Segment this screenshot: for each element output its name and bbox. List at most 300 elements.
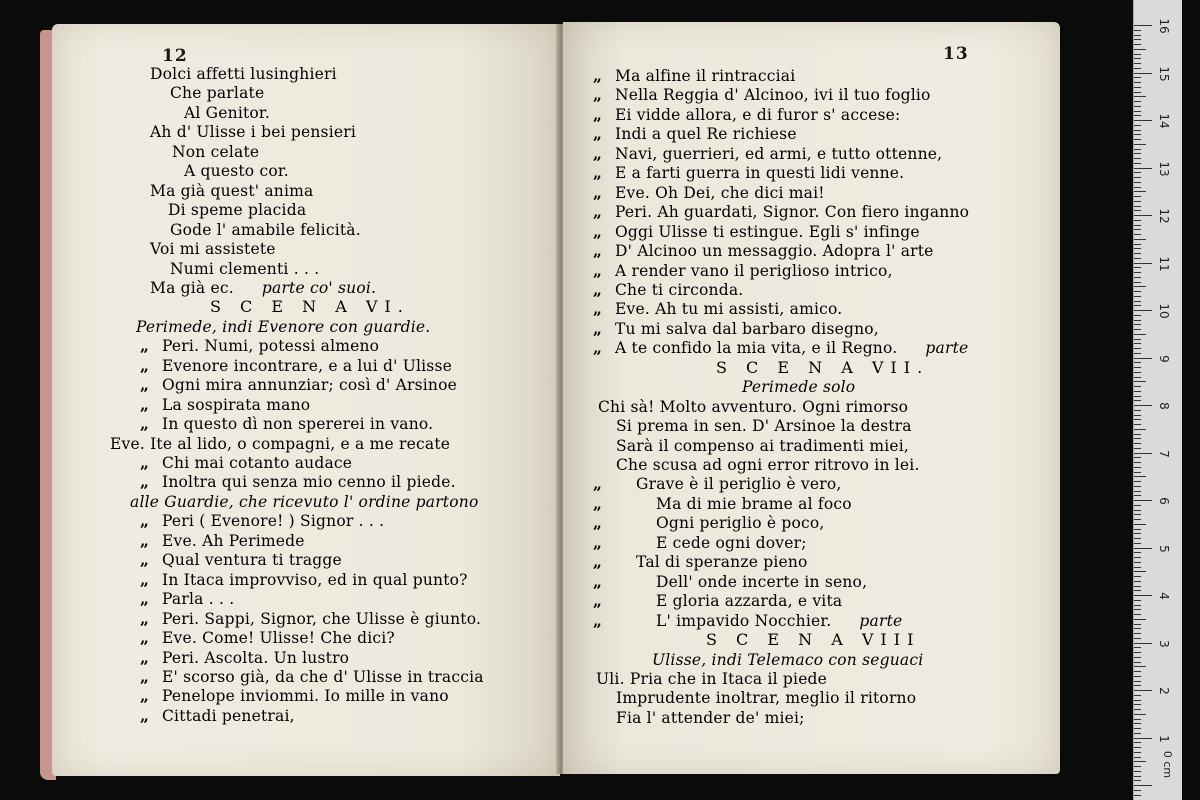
left-text-line (140, 394, 311, 415)
quotation-mark: „ (140, 530, 150, 550)
ruler-tick (1134, 234, 1141, 235)
line-text: In questo dì non spererei in vano. (162, 415, 434, 434)
quotation-mark: „ (593, 279, 603, 299)
left-text-line (140, 705, 295, 726)
left-text-line (140, 666, 484, 687)
ruler-tick (1134, 557, 1141, 558)
right-text-line (598, 397, 908, 417)
ruler-tick (1134, 125, 1141, 126)
ruler-tick (1134, 111, 1141, 112)
left-text-line (140, 472, 456, 492)
left-text-line (170, 220, 361, 240)
quotation-mark: „ (140, 628, 150, 648)
ruler-tick (1134, 172, 1141, 173)
line-text: Uli. Pria che in Itaca il piede (596, 669, 828, 688)
ruler-tick (1134, 657, 1141, 658)
ruler-tick (1134, 267, 1141, 268)
quotation-mark: „ (593, 571, 603, 591)
ruler-tick (1134, 567, 1141, 568)
ruler-tick (1134, 96, 1146, 97)
right-text-line (716, 358, 929, 378)
ruler-tick (1134, 381, 1146, 382)
left-text-line (140, 375, 457, 395)
ruler-tick (1134, 400, 1141, 401)
line-text: Ogni mira annunziar; così d' Arsinoe (162, 376, 457, 395)
stage-direction: parte (925, 339, 969, 358)
ruler-number: 2 (1157, 687, 1171, 695)
ruler-tick (1134, 662, 1141, 663)
ruler-tick (1134, 215, 1152, 216)
ruler-tick (1134, 348, 1141, 349)
right-text-line (593, 163, 905, 183)
right-text-line (593, 513, 825, 533)
left-text-line (140, 355, 452, 376)
right-text-line (593, 241, 934, 261)
line-text: Dolci affetti lusinghieri (150, 65, 337, 83)
ruler-tick (1134, 315, 1141, 316)
quotation-mark: „ (593, 513, 603, 533)
ruler-tick (1134, 263, 1152, 264)
quotation-mark: „ (593, 202, 603, 222)
line-text: Ma alfine il rintracciai (615, 67, 796, 85)
ruler-tick (1134, 462, 1141, 463)
ruler-tick (1134, 54, 1141, 55)
ruler-number: 13 (1157, 160, 1171, 177)
ruler-tick (1134, 187, 1141, 188)
ruler-tick (1134, 58, 1141, 59)
line-text: Indi a quel Re richiese (615, 125, 797, 144)
ruler-tick (1134, 272, 1141, 273)
ruler-tick (1134, 548, 1152, 549)
ruler-tick (1134, 310, 1152, 311)
line-text: Eve. Ah Perimede (162, 531, 305, 550)
ruler-tick (1134, 733, 1141, 734)
ruler-tick (1134, 92, 1141, 93)
left-text-line (172, 142, 259, 162)
ruler-tick (1134, 225, 1141, 226)
line-text: Penelope inviommi. Io mille in vano (162, 687, 449, 706)
ruler-tick (1134, 168, 1152, 169)
line-text: Peri. Sappi, Signor, che Ulisse è giunto. (162, 609, 482, 628)
line-text: D' Alcinoo un messaggio. Adopra l' arte (615, 242, 934, 261)
ruler-tick (1134, 101, 1141, 102)
ruler-tick (1134, 196, 1141, 197)
ruler-tick (1134, 386, 1141, 387)
line-text: Fia l' attender de' miei; (616, 708, 805, 727)
quotation-mark: „ (593, 610, 603, 630)
ruler-tick (1134, 752, 1141, 753)
right-text-line (593, 104, 901, 125)
right-text-line (593, 474, 842, 494)
ruler-tick (1134, 244, 1141, 245)
ruler-tick (1134, 505, 1141, 506)
ruler-tick (1134, 628, 1141, 629)
ruler-tick (1134, 633, 1141, 634)
line-text: A render vano il periglioso intrico, (615, 261, 893, 280)
ruler-tick (1134, 153, 1141, 154)
right-text-line (593, 124, 797, 144)
line-text: Di speme placida (168, 201, 307, 220)
quotation-mark: „ (140, 705, 150, 725)
quotation-mark: „ (140, 472, 150, 492)
ruler-tick (1134, 476, 1146, 477)
ruler-tick (1134, 757, 1141, 758)
quotation-mark: „ (593, 299, 603, 319)
line-text: S C E N A VIII (706, 630, 921, 650)
line-text: Chi sà! Molto avventuro. Ogni rimorso (598, 397, 909, 416)
ruler-tick (1134, 305, 1141, 306)
right-text-line (616, 455, 920, 475)
ruler-tick (1134, 63, 1141, 64)
line-text: Imprudente inoltrar, meglio il ritorno (616, 689, 917, 708)
ruler-tick (1134, 115, 1141, 116)
line-text: Ma già quest' anima (150, 181, 314, 200)
ruler-tick (1134, 681, 1141, 682)
ruler-unit-label: 0 cm (1161, 750, 1175, 779)
ruler-tick (1134, 410, 1141, 411)
ruler-number: 8 (1157, 402, 1171, 410)
ruler-tick (1134, 738, 1152, 739)
line-text: A questo cor. (184, 162, 289, 181)
line-text: Peri. Ah guardati, Signor. Con fiero inganno (615, 203, 970, 222)
left-text-line (184, 103, 270, 123)
ruler-tick (1134, 134, 1141, 135)
left-text-line (140, 336, 380, 356)
right-text-line (593, 571, 868, 592)
right-text-line (593, 279, 744, 300)
ruler-tick (1134, 529, 1141, 530)
line-text: Navi, guerrieri, ed armi, e tutto ottenne, (615, 144, 943, 163)
ruler-tick (1134, 676, 1141, 677)
ruler-tick (1134, 343, 1141, 344)
left-text-line (140, 414, 434, 434)
quotation-mark: „ (593, 241, 603, 261)
right-text-line (616, 436, 909, 456)
left-text-line (140, 589, 235, 609)
ruler-tick (1134, 647, 1141, 648)
quotation-mark: „ (140, 414, 150, 434)
ruler-tick (1134, 514, 1141, 515)
ruler-tick (1134, 671, 1141, 672)
ruler-tick (1134, 685, 1141, 686)
quotation-mark: „ (593, 318, 603, 338)
ruler-tick (1134, 286, 1146, 287)
ruler-tick (1134, 301, 1141, 302)
ruler-tick (1134, 362, 1141, 363)
quotation-mark: „ (140, 355, 150, 375)
ruler-tick (1134, 139, 1141, 140)
ruler-number: 12 (1157, 208, 1171, 224)
ruler-tick (1134, 391, 1141, 392)
ruler-tick (1134, 785, 1152, 786)
line-text: Evenore incontrare, e a lui d' Ulisse (162, 356, 452, 375)
right-text-line (596, 669, 827, 689)
ruler-tick (1134, 282, 1141, 283)
ruler-tick (1134, 415, 1141, 416)
ruler-number: 9 (1157, 354, 1171, 363)
ruler-tick (1134, 120, 1152, 121)
right-text-line (593, 318, 879, 339)
line-text: Nella Reggia d' Alcinoo, ivi il tuo foglio (615, 86, 931, 105)
ruler-number: 16 (1157, 18, 1171, 34)
line-text: Ulisse, indi Telemaco con seguaci (652, 650, 924, 669)
right-text-line (593, 182, 825, 203)
ruler-tick (1134, 82, 1141, 83)
ruler-tick (1134, 600, 1141, 601)
ruler-tick (1134, 652, 1141, 653)
ruler-tick (1134, 576, 1141, 577)
ruler-tick (1134, 453, 1152, 454)
ruler-tick (1134, 353, 1141, 354)
ruler-tick (1134, 367, 1141, 368)
ruler-tick (1134, 49, 1146, 50)
ruler-tick (1134, 201, 1141, 202)
line-text: Che ti circonda. (615, 280, 744, 299)
ruler-tick (1134, 68, 1141, 69)
quotation-mark: „ (593, 66, 603, 85)
ruler-tick (1134, 130, 1141, 131)
ruler-tick (1134, 624, 1141, 625)
line-text: Al Genitor. (184, 103, 270, 122)
line-text: A te confido la mia vita, e il Regno. (615, 339, 898, 358)
line-text: Cittadi penetrai, (162, 706, 295, 725)
ruler-tick (1134, 296, 1141, 297)
ruler-tick (1134, 457, 1141, 458)
line-text: Tu mi salva dal barbaro disegno, (615, 319, 879, 338)
quotation-mark: „ (593, 591, 603, 611)
ruler-tick (1134, 552, 1141, 553)
ruler-tick (1134, 358, 1152, 359)
line-text: Si prema in sen. D' Arsinoe la destra (616, 417, 912, 436)
line-text: Parla . . . (162, 590, 235, 609)
right-text-line (593, 338, 969, 358)
ruler-tick (1134, 106, 1141, 107)
ruler-tick (1134, 434, 1141, 435)
line-text: E cede ogni dover; (656, 533, 807, 552)
quotation-mark: „ (593, 221, 603, 241)
right-text-line (593, 202, 970, 222)
ruler-tick (1134, 486, 1141, 487)
left-text-line (170, 83, 264, 103)
quotation-mark: „ (140, 336, 150, 356)
line-text: Dell' onde incerte in seno, (656, 572, 868, 591)
ruler-tick (1134, 742, 1141, 743)
line-text: Eve. Ite al lido, o compagni, e a me recate (110, 434, 451, 453)
quotation-mark: „ (140, 453, 150, 472)
ruler-tick (1134, 723, 1141, 724)
left-text-line (140, 647, 350, 668)
right-text-line (593, 260, 893, 281)
ruler-tick (1134, 619, 1146, 620)
right-text-line (706, 630, 920, 650)
ruler-number: 7 (1157, 449, 1171, 458)
line-text: Gode l' amabile felicità. (170, 220, 361, 239)
ruler-tick (1134, 519, 1141, 520)
line-text: Non celate (172, 142, 260, 161)
left-text-line (140, 530, 305, 551)
ruler-tick (1134, 177, 1141, 178)
ruler-tick (1134, 44, 1141, 45)
ruler-tick (1134, 747, 1141, 748)
ruler-tick (1134, 191, 1146, 192)
ruler-tick (1134, 396, 1141, 397)
line-text: Perimede solo (742, 378, 856, 397)
line-text: Qual ventura ti tragge (162, 551, 342, 570)
ruler-tick (1134, 405, 1152, 406)
quotation-mark: „ (593, 474, 603, 494)
quotation-mark: „ (140, 375, 150, 395)
ruler-tick (1134, 586, 1141, 587)
quotation-mark: „ (140, 647, 150, 667)
stage-direction: parte (859, 611, 903, 630)
line-text: Ma già ec. (150, 278, 234, 297)
ruler-tick (1134, 614, 1141, 615)
ruler-tick (1134, 239, 1146, 240)
ruler-tick (1134, 790, 1141, 791)
ruler-tick (1134, 35, 1141, 36)
ruler-tick (1134, 87, 1141, 88)
ruler-tick (1134, 339, 1141, 340)
left-text-line (140, 628, 395, 648)
ruler-tick (1134, 795, 1141, 796)
left-text-line (210, 297, 410, 317)
quotation-mark: „ (593, 163, 603, 183)
line-text: Peri. Ascolta. Un lustro (162, 648, 350, 667)
line-text: S C E N A VI. (210, 297, 410, 317)
line-text: L' impavido Nocchier. (656, 611, 832, 630)
ruler-tick (1134, 25, 1152, 26)
ruler-number: 14 (1157, 113, 1171, 129)
quotation-mark: „ (140, 608, 150, 628)
ruler-tick (1134, 690, 1152, 691)
ruler-tick (1134, 210, 1141, 211)
stage-direction: parte co' suoi. (261, 278, 377, 297)
line-text: Che parlate (170, 84, 265, 103)
line-text: Voi mi assistete (150, 240, 276, 259)
right-text-line (593, 552, 808, 572)
quotation-mark: „ (140, 686, 150, 706)
ruler-tick (1134, 761, 1146, 762)
left-text-line (140, 453, 353, 473)
ruler-tick (1134, 443, 1141, 444)
right-text-line (742, 377, 855, 397)
ruler-tick (1134, 220, 1141, 221)
ruler-tick (1134, 590, 1141, 591)
right-text-line (593, 221, 920, 242)
left-text-line (150, 239, 276, 259)
left-text-line (140, 511, 385, 531)
ruler-tick (1134, 229, 1141, 230)
ruler-number: 6 (1157, 497, 1171, 505)
right-text-line (616, 416, 912, 436)
measurement-ruler (1133, 0, 1182, 800)
ruler-tick (1134, 714, 1146, 715)
line-text: Inoltra qui senza mio cenno il piede. (162, 473, 456, 492)
ruler-tick (1134, 429, 1146, 430)
ruler-tick (1134, 776, 1141, 777)
right-text-line (593, 610, 903, 631)
ruler-number: 11 (1157, 255, 1171, 272)
ruler-tick (1134, 334, 1146, 335)
left-text-line (140, 686, 449, 706)
line-text: Chi mai cotanto audace (162, 454, 353, 472)
line-text: Tal di speranze pieno (636, 553, 808, 572)
ruler-tick (1134, 329, 1141, 330)
ruler-tick (1134, 144, 1146, 145)
quotation-mark: „ (140, 511, 150, 531)
left-text-line (150, 278, 376, 298)
ruler-tick (1134, 704, 1141, 705)
ruler-tick (1134, 419, 1141, 420)
line-text: E' scorso già, da che d' Ulisse in traccia (162, 667, 484, 686)
quotation-mark: „ (593, 338, 603, 358)
quotation-mark: „ (593, 493, 603, 513)
ruler-tick (1134, 467, 1141, 468)
quotation-mark: „ (593, 143, 603, 163)
quotation-mark: „ (140, 550, 150, 570)
left-text-line (130, 492, 478, 512)
left-text-line (140, 550, 342, 570)
line-text: E gloria azzarda, e vita (656, 592, 843, 611)
left-text-line (170, 259, 319, 279)
ruler-tick (1134, 780, 1141, 781)
line-text: Ah d' Ulisse i bei pensieri (150, 123, 356, 142)
line-text: Eve. Oh Dei, che dici mai! (615, 183, 825, 202)
ruler-tick (1134, 524, 1146, 525)
left-text-line (136, 317, 430, 337)
quotation-mark: „ (593, 260, 603, 280)
line-text: Che scusa ad ogni error ritrovo in lei. (616, 456, 920, 474)
ruler-tick (1134, 481, 1141, 482)
left-text-line (140, 608, 482, 629)
ruler-tick (1134, 324, 1141, 325)
ruler-tick (1134, 320, 1141, 321)
left-text-line (184, 161, 289, 181)
right-text-line (593, 493, 852, 514)
ruler-tick (1134, 258, 1141, 259)
ruler-tick (1134, 377, 1141, 378)
ruler-tick (1134, 605, 1141, 606)
ruler-tick (1134, 291, 1141, 292)
ruler-tick (1134, 533, 1141, 534)
ruler-tick (1134, 609, 1141, 610)
ruler-tick (1134, 39, 1141, 40)
line-text: E a farti guerra in questi lidi venne. (615, 164, 905, 183)
quotation-mark: „ (593, 182, 603, 202)
ruler-tick (1134, 510, 1141, 511)
ruler-tick (1134, 495, 1141, 496)
quotation-mark: „ (140, 589, 150, 609)
ruler-tick (1134, 766, 1141, 767)
ruler-tick (1134, 253, 1141, 254)
left-text-line (150, 181, 313, 201)
ruler-tick (1134, 571, 1146, 572)
ruler-tick (1134, 581, 1141, 582)
left-text-line (140, 569, 468, 590)
right-text-line (593, 143, 943, 164)
right-text-line (593, 591, 843, 611)
ruler-tick (1134, 491, 1141, 492)
line-text: Perimede, indi Evenore con guardie. (136, 317, 431, 336)
ruler-tick (1134, 719, 1141, 720)
ruler-tick (1134, 372, 1141, 373)
ruler-tick (1134, 438, 1141, 439)
left-text-line (150, 122, 356, 142)
line-text: Ogni periglio è poco, (656, 514, 825, 533)
quotation-mark: „ (593, 85, 603, 105)
line-text: alle Guardie, che ricevuto l' ordine partono (130, 492, 479, 511)
quotation-mark: „ (593, 124, 603, 144)
